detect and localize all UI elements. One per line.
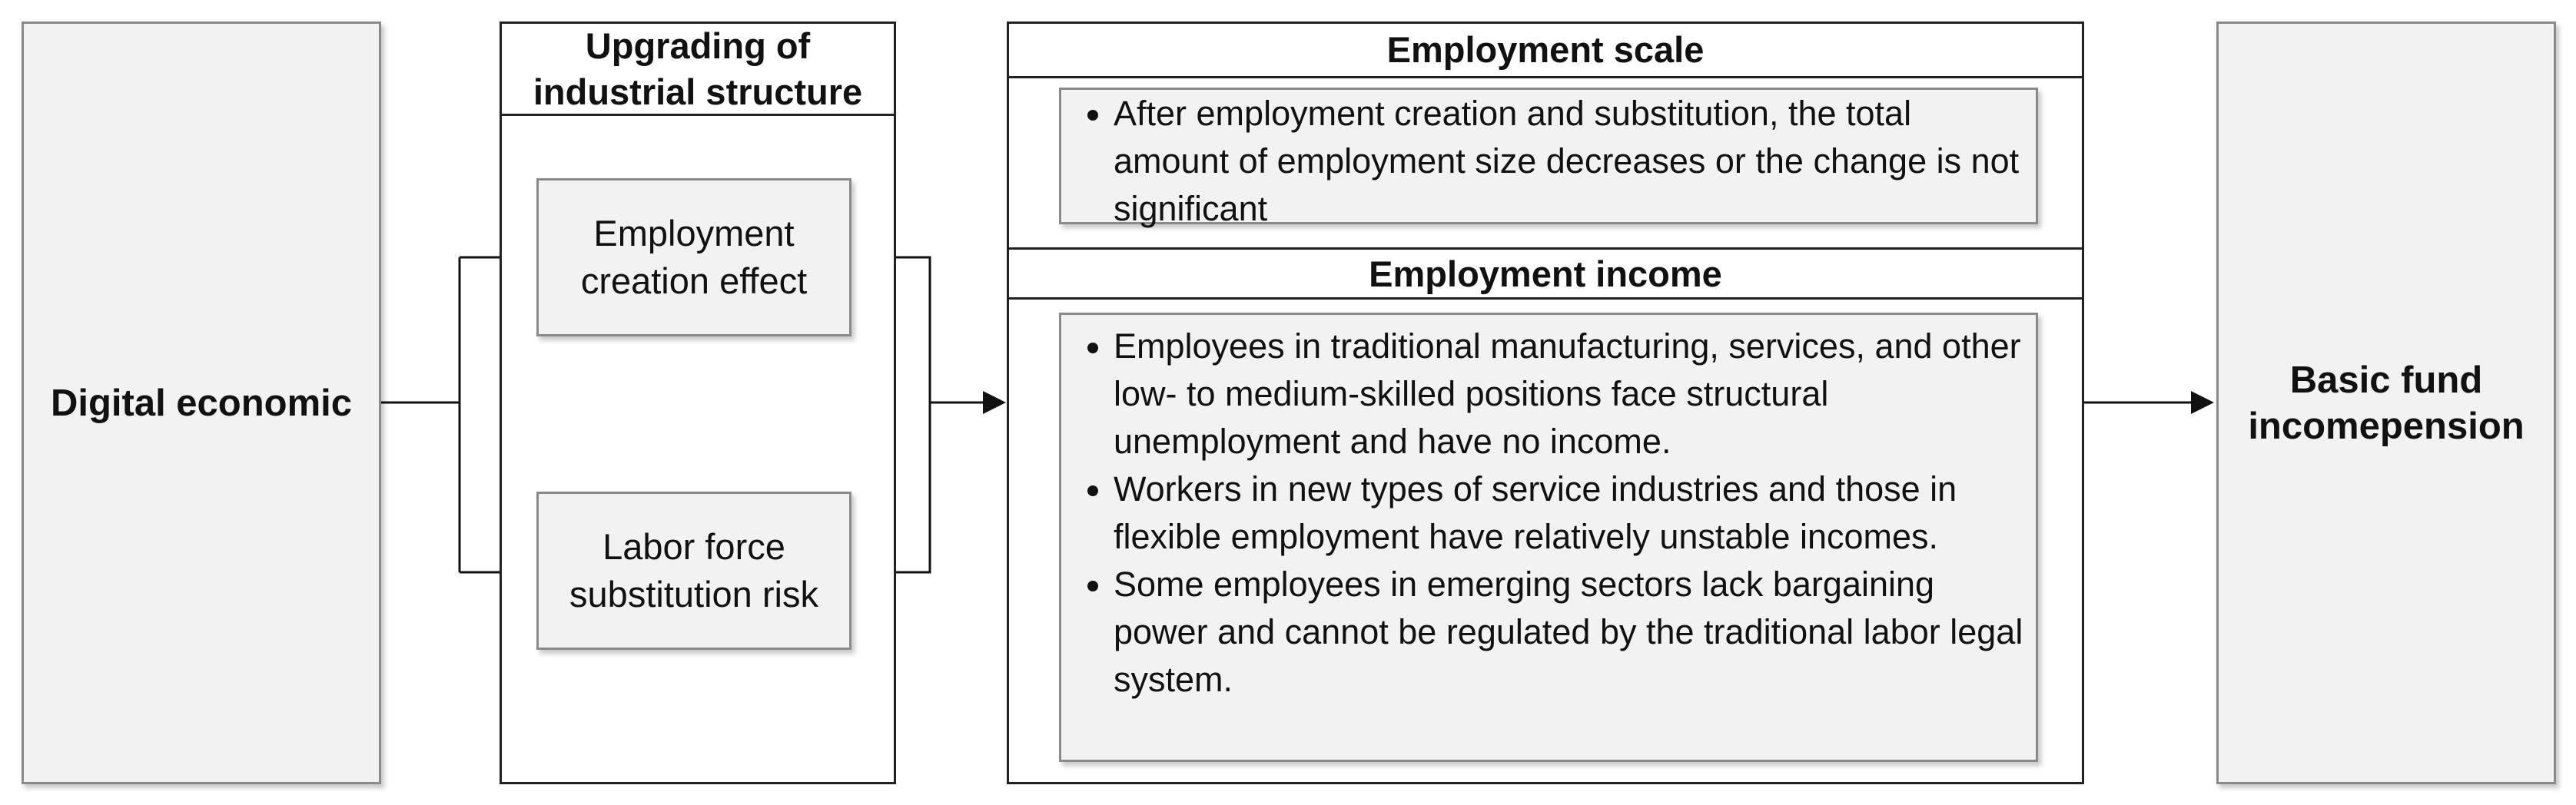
employment-scale-list (1061, 90, 2036, 233)
upgrading-frame (500, 22, 896, 784)
employment-income-bullet: • Workers in new types of service industries and those in flexible employment have relatively unstable incomes. (1114, 465, 2036, 561)
employment-creation-effect-box (536, 178, 851, 336)
employment-income-bullet: • Employees in traditional manufacturing, services, and other low- to medium-skilled positions face structural unemployment and have no income. (1114, 323, 2036, 465)
employment-scale-header (1009, 24, 2082, 78)
employment-income-bullet: • Some employees in emerging sectors lack bargaining power and cannot be regulated by the traditional labor legal system. (1114, 561, 2036, 704)
basic-fund-box (2216, 22, 2556, 784)
digital-economic-box (22, 22, 381, 784)
employment-scale-bullet: • After employment creation and substitution, the total amount of employment size decreases or the change is not significant (1114, 90, 2036, 233)
employment-income-list (1061, 323, 2036, 704)
employment-creation-effect-label: Employment creation effect (580, 213, 808, 301)
employment-income-header (1009, 247, 2082, 300)
digital-economic-label: Digital economic (50, 382, 353, 424)
employment-income-title: Employment income (1369, 253, 1722, 294)
employment-income-box (1059, 313, 2038, 762)
upgrading-header (502, 24, 894, 116)
labor-force-substitution-risk-box (536, 492, 851, 650)
labor-force-substitution-risk-label: Labor force substitution risk (569, 526, 818, 615)
employment-scale-title: Employment scale (1386, 29, 1705, 70)
basic-fund-label: Basic fund incomepension (2248, 359, 2525, 447)
employment-scale-box (1059, 88, 2038, 228)
upgrading-title: Upgrading of industrial structure (533, 25, 863, 112)
